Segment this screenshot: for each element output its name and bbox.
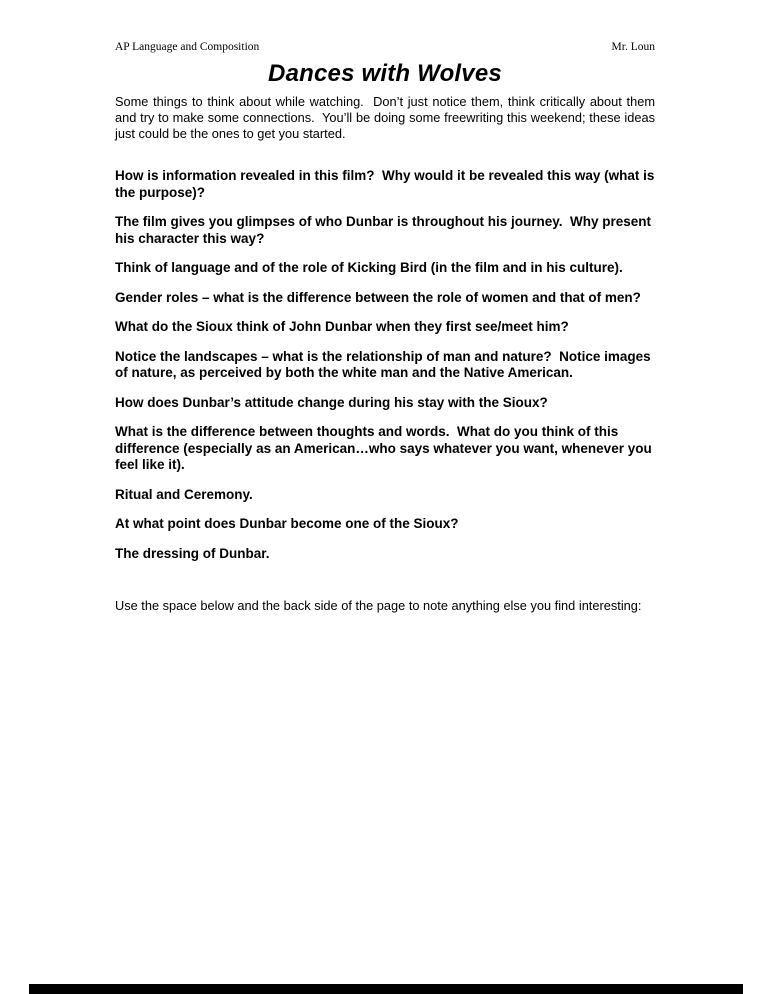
question-item: How is information revealed in this film? Why would it be revealed this way (what is the purpose)? [115,168,659,200]
header-course-name: AP Language and Composition [115,41,260,53]
question-item: How does Dunbar’s attitude change during his stay with the Sioux? [115,394,548,410]
question-item: What is the difference between thoughts and words. What do you think of this difference (especially as an American…who says whatever you want, whenever you feel like it). [115,424,656,472]
document-title: Dances with Wolves [268,60,502,87]
page-bottom-bar [29,984,743,994]
question-item: Gender roles – what is the difference between the role of women and that of men? [115,289,641,305]
question-item: The film gives you glimpses of who Dunbar is throughout his journey. Why present his character this way? [115,214,655,246]
question-item: Ritual and Ceremony. [115,486,253,502]
footer-note: Use the space below and the back side of the page to note anything else you find interesting: [115,598,642,613]
question-item: What do the Sioux think of John Dunbar when they first see/meet him? [115,319,569,334]
document-header [115,40,655,54]
intro-paragraph: Some things to think about while watching. Don’t just notice them, think critically about them and try to make some connections. You’ll be doing some freewriting this weekend; these ideas just could be the ones to get you started. [115,94,659,141]
question-item: At what point does Dunbar become one of the Sioux? [115,516,459,531]
question-item: Think of language and of the role of Kicking Bird (in the film and in his culture). [115,260,623,275]
question-item: Notice the landscapes – what is the relationship of man and nature? Notice images of nature, as perceived by both the white man and the Native American. [115,348,655,380]
question-item: The dressing of Dunbar. [115,545,270,561]
header-teacher-name: Mr. Loun [611,41,655,53]
